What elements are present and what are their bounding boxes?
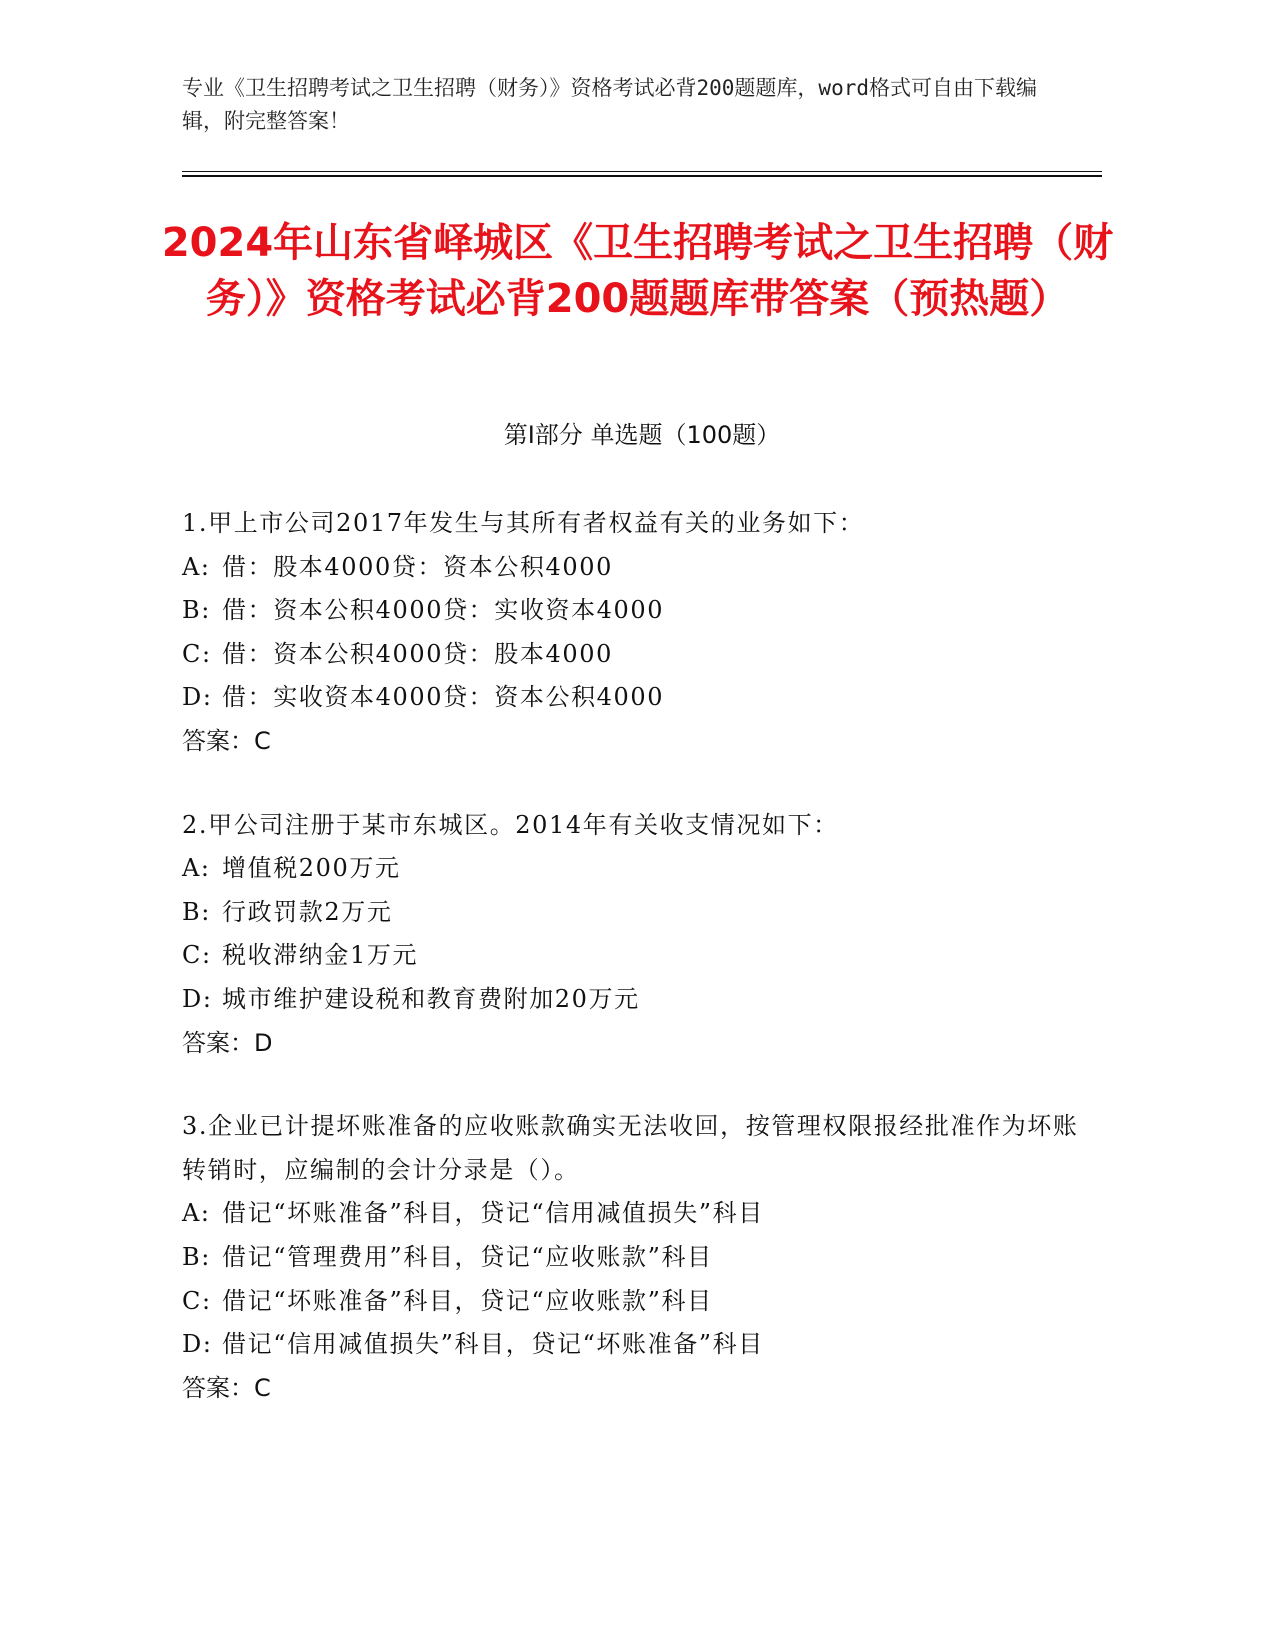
option-c — [182, 633, 1082, 677]
option-b — [182, 891, 1082, 935]
header-rule-thin — [182, 171, 1102, 172]
option-letter: A: — [182, 1199, 211, 1228]
option-text: 借记“坏账准备”科目，贷记“应收账款”科目 — [222, 1286, 713, 1315]
question-stem: 3.企业已计提坏账准备的应收账款确实无法收回，按管理权限报经批准作为坏账转销时，应编制的会计分录是（）。 — [182, 1112, 1079, 1184]
option-text: 借：资本公积4000贷：股本4000 — [222, 639, 613, 668]
option-a — [182, 847, 1082, 891]
option-d — [182, 676, 1082, 720]
option-letter: C: — [182, 639, 212, 668]
option-letter: D: — [182, 683, 213, 712]
option-letter: B: — [182, 596, 211, 625]
option-letter: C: — [182, 941, 212, 970]
option-text: 借记“信用减值损失”科目，贷记“坏账准备”科目 — [222, 1330, 764, 1359]
answer-prefix: 答案： — [182, 1028, 254, 1057]
answer-prefix: 答案： — [182, 726, 254, 755]
section-title: 第Ⅰ部分 单选题（100题） — [503, 421, 781, 449]
option-d — [182, 1323, 1082, 1367]
header-rule-thick — [182, 175, 1102, 177]
option-text: 借：股本4000贷：资本公积4000 — [222, 552, 613, 581]
answer-line — [182, 1367, 1082, 1411]
option-letter: B: — [182, 897, 211, 926]
option-letter: C: — [182, 1286, 212, 1315]
option-a — [182, 1192, 1082, 1236]
question-list — [182, 502, 1082, 1450]
option-letter: D: — [182, 984, 213, 1013]
option-letter: D: — [182, 1330, 213, 1359]
option-text: 借：资本公积4000贷：实收资本4000 — [222, 596, 665, 625]
answer-value: D — [254, 1028, 273, 1057]
option-text: 城市维护建设税和教育费附加20万元 — [222, 984, 640, 1013]
document-title: 2024年山东省峄城区《卫生招聘考试之卫生招聘（财务）》资格考试必背200题题库带答案（预热题） — [161, 220, 1114, 322]
option-letter: A: — [182, 854, 211, 883]
option-d — [182, 978, 1082, 1022]
option-text: 借记“管理费用”科目，贷记“应收账款”科目 — [222, 1242, 713, 1271]
answer-prefix: 答案： — [182, 1373, 254, 1402]
question-stem: 2.甲公司注册于某市东城区。2014年有关收支情况如下： — [182, 810, 839, 839]
answer-line — [182, 1022, 1082, 1066]
question-2 — [182, 804, 1082, 1066]
option-b — [182, 589, 1082, 633]
option-text: 借：实收资本4000贷：资本公积4000 — [222, 683, 665, 712]
option-text: 税收滞纳金1万元 — [222, 941, 419, 970]
answer-value: C — [254, 1373, 271, 1402]
answer-value: C — [254, 726, 271, 755]
option-a — [182, 546, 1082, 590]
option-text: 增值税200万元 — [222, 854, 401, 883]
option-text: 借记“坏账准备”科目，贷记“信用减值损失”科目 — [222, 1199, 764, 1228]
question-stem: 1.甲上市公司2017年发生与其所有者权益有关的业务如下： — [182, 509, 865, 537]
option-text: 行政罚款2万元 — [222, 897, 393, 926]
option-c — [182, 934, 1082, 978]
option-letter: A: — [182, 552, 211, 581]
answer-line — [182, 720, 1082, 764]
header-note: 专业《卫生招聘考试之卫生招聘（财务）》资格考试必背200题题库，word格式可自由下载编辑，附完整答案！ — [182, 76, 1037, 133]
option-b — [182, 1236, 1082, 1280]
option-c — [182, 1280, 1082, 1324]
question-1 — [182, 502, 1082, 764]
option-letter: B: — [182, 1242, 211, 1271]
question-3 — [182, 1105, 1082, 1410]
